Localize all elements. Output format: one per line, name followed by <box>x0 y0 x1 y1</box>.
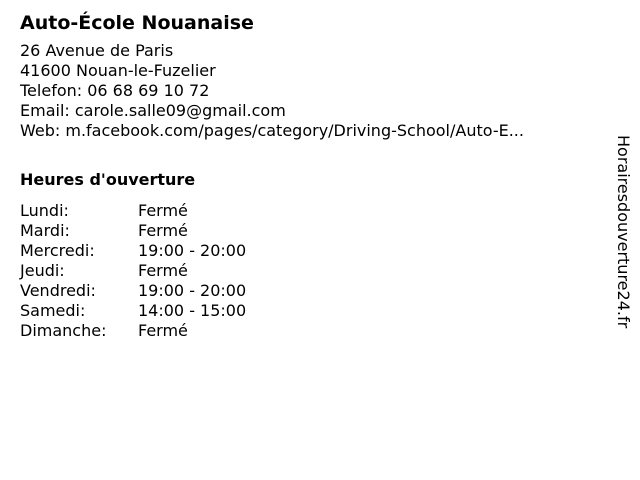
hours-row-mardi <box>20 221 590 241</box>
hours-value: Fermé <box>138 261 188 280</box>
hours-row-lundi <box>20 201 590 221</box>
hours-day: Lundi: <box>20 201 69 220</box>
hours-value: 19:00 - 20:00 <box>138 241 247 260</box>
web-line[interactable]: Web: m.facebook.com/pages/category/Driving-School/Auto-E... <box>20 121 524 140</box>
hours-value: 14:00 - 15:00 <box>138 301 247 320</box>
business-card <box>20 10 590 341</box>
hours-day: Jeudi: <box>20 261 65 280</box>
hours-day: Samedi: <box>20 301 86 320</box>
hours-day: Dimanche: <box>20 321 107 340</box>
hours-day: Mardi: <box>20 221 70 240</box>
opening-hours-heading: Heures d'ouverture <box>20 170 196 189</box>
hours-value: Fermé <box>138 221 188 240</box>
hours-day: Mercredi: <box>20 241 95 260</box>
hours-row-samedi <box>20 301 590 321</box>
hours-row-dimanche <box>20 321 590 341</box>
email-line[interactable]: Email: carole.salle09@gmail.com <box>20 101 286 120</box>
phone-line[interactable]: Telefon: 06 68 69 10 72 <box>20 81 210 100</box>
hours-value: Fermé <box>138 201 188 220</box>
site-brand-vertical[interactable]: Horairesdouverture24.fr <box>614 135 633 329</box>
city-line: 41600 Nouan-le-Fuzelier <box>20 61 216 80</box>
opening-hours-list <box>20 201 590 341</box>
business-name: Auto-École Nouanaise <box>20 12 254 34</box>
hours-day: Vendredi: <box>20 281 96 300</box>
hours-value: 19:00 - 20:00 <box>138 281 247 300</box>
hours-row-jeudi <box>20 261 590 281</box>
street-address: 26 Avenue de Paris <box>20 41 174 60</box>
hours-row-vendredi <box>20 281 590 301</box>
hours-row-mercredi <box>20 241 590 261</box>
hours-value: Fermé <box>138 321 188 340</box>
